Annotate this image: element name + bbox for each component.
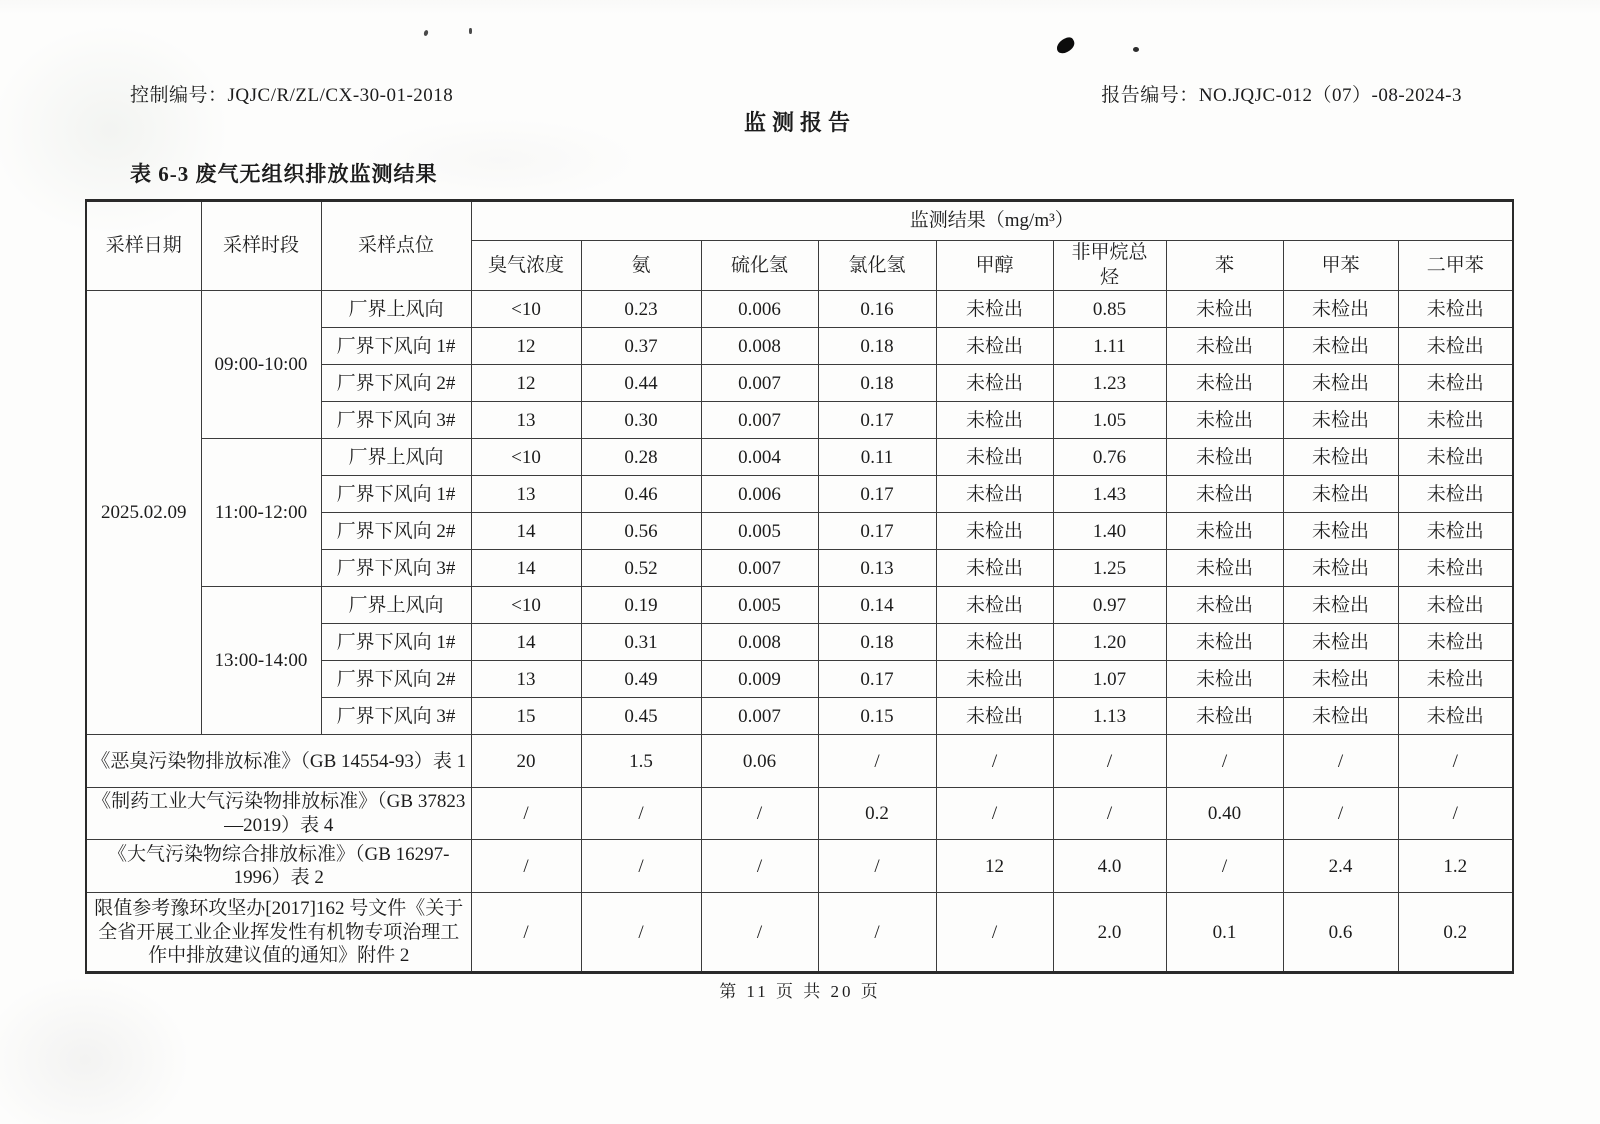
result-cell: 0.11: [818, 439, 936, 476]
result-cell: 未检出: [1398, 402, 1513, 439]
result-cell: 0.18: [818, 365, 936, 402]
standard-value-cell: 0.2: [818, 788, 936, 840]
standard-value-cell: /: [936, 735, 1053, 788]
result-cell: 0.30: [581, 402, 701, 439]
result-cell: 未检出: [1283, 698, 1398, 735]
result-cell: 0.16: [818, 291, 936, 328]
standard-value-cell: /: [581, 840, 701, 893]
sample-point-cell: 厂界下风向 2#: [321, 365, 471, 402]
scan-speck: [423, 30, 429, 37]
standard-value-cell: /: [818, 840, 936, 893]
result-cell: 未检出: [1166, 402, 1283, 439]
result-cell: 0.007: [701, 365, 818, 402]
document-meta-row: [130, 80, 1462, 107]
sample-point-cell: 厂界下风向 3#: [321, 698, 471, 735]
report-number-value: NO.JQJC-012（07）-08-2024-3: [1198, 85, 1462, 106]
result-cell: 0.56: [581, 513, 701, 550]
result-cell: 未检出: [1283, 624, 1398, 661]
result-cell: 0.85: [1053, 291, 1166, 328]
result-cell: 未检出: [1283, 328, 1398, 365]
result-cell: 未检出: [1283, 587, 1398, 624]
standard-value-cell: /: [1398, 735, 1513, 788]
standard-value-cell: /: [1053, 788, 1166, 840]
col-header-nmhc: [1053, 241, 1166, 291]
result-cell: 0.13: [818, 550, 936, 587]
result-cell: 0.009: [701, 661, 818, 698]
ink-blot: [1054, 35, 1077, 55]
result-cell: 0.37: [581, 328, 701, 365]
result-cell: 0.46: [581, 476, 701, 513]
standard-value-cell: /: [581, 788, 701, 840]
sample-point-cell: 厂界下风向 3#: [321, 402, 471, 439]
standard-value-cell: /: [818, 735, 936, 788]
result-cell: 13: [471, 661, 581, 698]
result-cell: 1.13: [1053, 698, 1166, 735]
result-cell: 未检出: [936, 587, 1053, 624]
result-cell: 未检出: [1398, 661, 1513, 698]
col-header-odor-concentration: 臭气浓度: [471, 241, 581, 291]
control-number-label: 控制编号：: [130, 85, 228, 106]
document-title: 监测报告: [743, 110, 856, 135]
result-cell: 0.17: [818, 661, 936, 698]
result-cell: 未检出: [1166, 624, 1283, 661]
result-cell: 0.76: [1053, 439, 1166, 476]
result-cell: 未检出: [1283, 402, 1398, 439]
table-body: [86, 291, 1513, 973]
col-header-methanol: 甲醇: [936, 241, 1053, 291]
result-cell: 0.97: [1053, 587, 1166, 624]
result-cell: 0.18: [818, 624, 936, 661]
result-cell: 未检出: [1398, 476, 1513, 513]
standard-limit-row: [86, 735, 1513, 788]
sample-point-cell: 厂界下风向 1#: [321, 624, 471, 661]
result-cell: 未检出: [1398, 328, 1513, 365]
monitoring-results-table: [85, 199, 1514, 974]
result-cell: 14: [471, 624, 581, 661]
result-cell: 未检出: [1283, 365, 1398, 402]
result-cell: 15: [471, 698, 581, 735]
result-cell: 0.005: [701, 587, 818, 624]
result-cell: 0.18: [818, 328, 936, 365]
result-cell: 未检出: [1398, 624, 1513, 661]
result-cell: 0.007: [701, 402, 818, 439]
result-cell: 0.44: [581, 365, 701, 402]
sample-period-cell: 11:00-12:00: [201, 439, 321, 587]
col-header-benzene: 苯: [1166, 241, 1283, 291]
col-header-hydrogen-chloride: 氯化氢: [818, 241, 936, 291]
result-cell: 13: [471, 476, 581, 513]
result-cell: 12: [471, 328, 581, 365]
result-cell: 未检出: [936, 624, 1053, 661]
standard-value-cell: /: [471, 840, 581, 893]
result-cell: 0.007: [701, 698, 818, 735]
sample-point-cell: 厂界上风向: [321, 291, 471, 328]
standard-value-cell: /: [581, 893, 701, 973]
result-cell: 0.28: [581, 439, 701, 476]
standard-value-cell: 2.4: [1283, 840, 1398, 893]
standard-label-cell: 《恶臭污染物排放标准》（GB 14554-93）表 1: [86, 735, 471, 788]
result-cell: 1.11: [1053, 328, 1166, 365]
standard-value-cell: /: [818, 893, 936, 973]
standard-limit-row: [86, 788, 1513, 840]
col-header-xylene: 二甲苯: [1398, 241, 1513, 291]
ink-dot: [1133, 47, 1139, 52]
result-cell: 0.15: [818, 698, 936, 735]
standard-value-cell: /: [471, 893, 581, 973]
standard-value-cell: /: [936, 893, 1053, 973]
standard-value-cell: 1.5: [581, 735, 701, 788]
result-cell: <10: [471, 291, 581, 328]
result-cell: 0.008: [701, 328, 818, 365]
result-cell: 未检出: [1166, 698, 1283, 735]
result-cell: 1.07: [1053, 661, 1166, 698]
standard-value-cell: /: [471, 788, 581, 840]
result-cell: 0.14: [818, 587, 936, 624]
standard-value-cell: /: [1053, 735, 1166, 788]
control-number-value: JQJC/R/ZL/CX-30-01-2018: [227, 85, 454, 106]
result-cell: 未检出: [1283, 550, 1398, 587]
sample-date-cell: 2025.02.09: [86, 291, 201, 735]
result-cell: 未检出: [936, 550, 1053, 587]
result-cell: 未检出: [1398, 439, 1513, 476]
sample-row: [86, 587, 1513, 624]
result-cell: 0.52: [581, 550, 701, 587]
result-cell: 14: [471, 550, 581, 587]
sample-point-cell: 厂界下风向 1#: [321, 476, 471, 513]
sample-period-cell: 13:00-14:00: [201, 587, 321, 735]
standard-label-cell: 《制药工业大气污染物排放标准》（GB 37823—2019）表 4: [86, 788, 471, 840]
standard-value-cell: 1.2: [1398, 840, 1513, 893]
standard-value-cell: /: [1166, 840, 1283, 893]
control-number: [130, 80, 453, 107]
result-cell: 0.17: [818, 402, 936, 439]
result-cell: 未检出: [1398, 365, 1513, 402]
result-cell: 未检出: [1398, 698, 1513, 735]
result-cell: 0.004: [701, 439, 818, 476]
standard-value-cell: 0.6: [1283, 893, 1398, 973]
table-caption: 表 6-3 废气无组织排放监测结果: [130, 162, 438, 186]
col-header-sample-period: 采样时段: [201, 201, 321, 291]
standard-value-cell: 2.0: [1053, 893, 1166, 973]
report-number: [1101, 80, 1462, 107]
result-cell: 未检出: [1166, 291, 1283, 328]
result-cell: 未检出: [1283, 513, 1398, 550]
result-cell: 未检出: [1398, 291, 1513, 328]
standard-value-cell: 0.40: [1166, 788, 1283, 840]
result-cell: 0.17: [818, 476, 936, 513]
standard-value-cell: /: [1283, 735, 1398, 788]
standard-value-cell: 0.1: [1166, 893, 1283, 973]
result-cell: 未检出: [1398, 587, 1513, 624]
result-cell: 未检出: [936, 328, 1053, 365]
result-cell: 0.49: [581, 661, 701, 698]
result-cell: 未检出: [1398, 513, 1513, 550]
result-cell: 0.19: [581, 587, 701, 624]
result-cell: 未检出: [1283, 476, 1398, 513]
result-cell: 0.007: [701, 550, 818, 587]
result-cell: 14: [471, 513, 581, 550]
table-header: [86, 201, 1513, 291]
result-cell: 未检出: [936, 513, 1053, 550]
result-cell: 1.40: [1053, 513, 1166, 550]
col-header-hydrogen-sulfide: 硫化氢: [701, 241, 818, 291]
result-cell: 未检出: [1398, 550, 1513, 587]
standard-value-cell: 0.06: [701, 735, 818, 788]
standard-value-cell: /: [701, 840, 818, 893]
result-cell: 未检出: [1166, 439, 1283, 476]
result-cell: 未检出: [1166, 365, 1283, 402]
standard-value-cell: /: [936, 788, 1053, 840]
sample-point-cell: 厂界上风向: [321, 587, 471, 624]
result-cell: 1.20: [1053, 624, 1166, 661]
result-cell: 未检出: [1166, 513, 1283, 550]
result-cell: 未检出: [1283, 439, 1398, 476]
result-cell: <10: [471, 587, 581, 624]
standard-value-cell: /: [701, 788, 818, 840]
result-cell: 0.006: [701, 476, 818, 513]
standard-value-cell: 12: [936, 840, 1053, 893]
col-header-sample-point: 采样点位: [321, 201, 471, 291]
sample-point-cell: 厂界下风向 3#: [321, 550, 471, 587]
standard-value-cell: 20: [471, 735, 581, 788]
result-cell: 0.31: [581, 624, 701, 661]
sample-point-cell: 厂界下风向 2#: [321, 661, 471, 698]
result-cell: 13: [471, 402, 581, 439]
sample-period-cell: 09:00-10:00: [201, 291, 321, 439]
col-header-ammonia: 氨: [581, 241, 701, 291]
result-cell: 未检出: [936, 291, 1053, 328]
col-header-results-group: 监测结果（mg/m³）: [471, 201, 1513, 241]
sample-point-cell: 厂界下风向 2#: [321, 513, 471, 550]
standard-value-cell: /: [1283, 788, 1398, 840]
result-cell: 0.005: [701, 513, 818, 550]
result-cell: 未检出: [936, 365, 1053, 402]
result-cell: 0.23: [581, 291, 701, 328]
result-cell: 未检出: [1166, 587, 1283, 624]
result-cell: 未检出: [936, 476, 1053, 513]
result-cell: 1.43: [1053, 476, 1166, 513]
sample-point-cell: 厂界上风向: [321, 439, 471, 476]
result-cell: 1.25: [1053, 550, 1166, 587]
result-cell: 0.006: [701, 291, 818, 328]
result-cell: 未检出: [936, 698, 1053, 735]
sample-row: [86, 439, 1513, 476]
report-number-label: 报告编号：: [1101, 85, 1199, 106]
page-number: 第 11 页 共 20 页: [719, 982, 881, 1001]
standard-value-cell: /: [1398, 788, 1513, 840]
col-header-sample-date: 采样日期: [86, 201, 201, 291]
standard-label-cell: 限值参考豫环攻坚办[2017]162 号文件《关于全省开展工业企业挥发性有机物专项治理工作中排放建议值的通知》附件 2: [86, 893, 471, 973]
result-cell: 0.008: [701, 624, 818, 661]
standard-limit-row: [86, 893, 1513, 973]
sample-point-cell: 厂界下风向 1#: [321, 328, 471, 365]
result-cell: 1.05: [1053, 402, 1166, 439]
result-cell: 0.45: [581, 698, 701, 735]
result-cell: 未检出: [1166, 661, 1283, 698]
result-cell: 未检出: [1166, 328, 1283, 365]
result-cell: 未检出: [1166, 476, 1283, 513]
result-cell: 未检出: [1166, 550, 1283, 587]
standard-value-cell: 4.0: [1053, 840, 1166, 893]
standard-value-cell: 0.2: [1398, 893, 1513, 973]
header-row-group: [86, 201, 1513, 241]
standard-value-cell: /: [1166, 735, 1283, 788]
standard-limit-row: [86, 840, 1513, 893]
result-cell: 未检出: [936, 439, 1053, 476]
result-cell: 未检出: [1283, 661, 1398, 698]
col-header-toluene: 甲苯: [1283, 241, 1398, 291]
result-cell: 未检出: [936, 661, 1053, 698]
result-cell: 12: [471, 365, 581, 402]
standard-label-cell: 《大气污染物综合排放标准》（GB 16297-1996）表 2: [86, 840, 471, 893]
sample-row: [86, 291, 1513, 328]
result-cell: 0.17: [818, 513, 936, 550]
result-cell: 未检出: [936, 402, 1053, 439]
scan-speck: [469, 28, 472, 34]
col-header-nmhc-label: 非甲烷总烃: [1071, 242, 1148, 288]
standard-value-cell: /: [701, 893, 818, 973]
result-cell: 未检出: [1283, 291, 1398, 328]
result-cell: <10: [471, 439, 581, 476]
result-cell: 1.23: [1053, 365, 1166, 402]
